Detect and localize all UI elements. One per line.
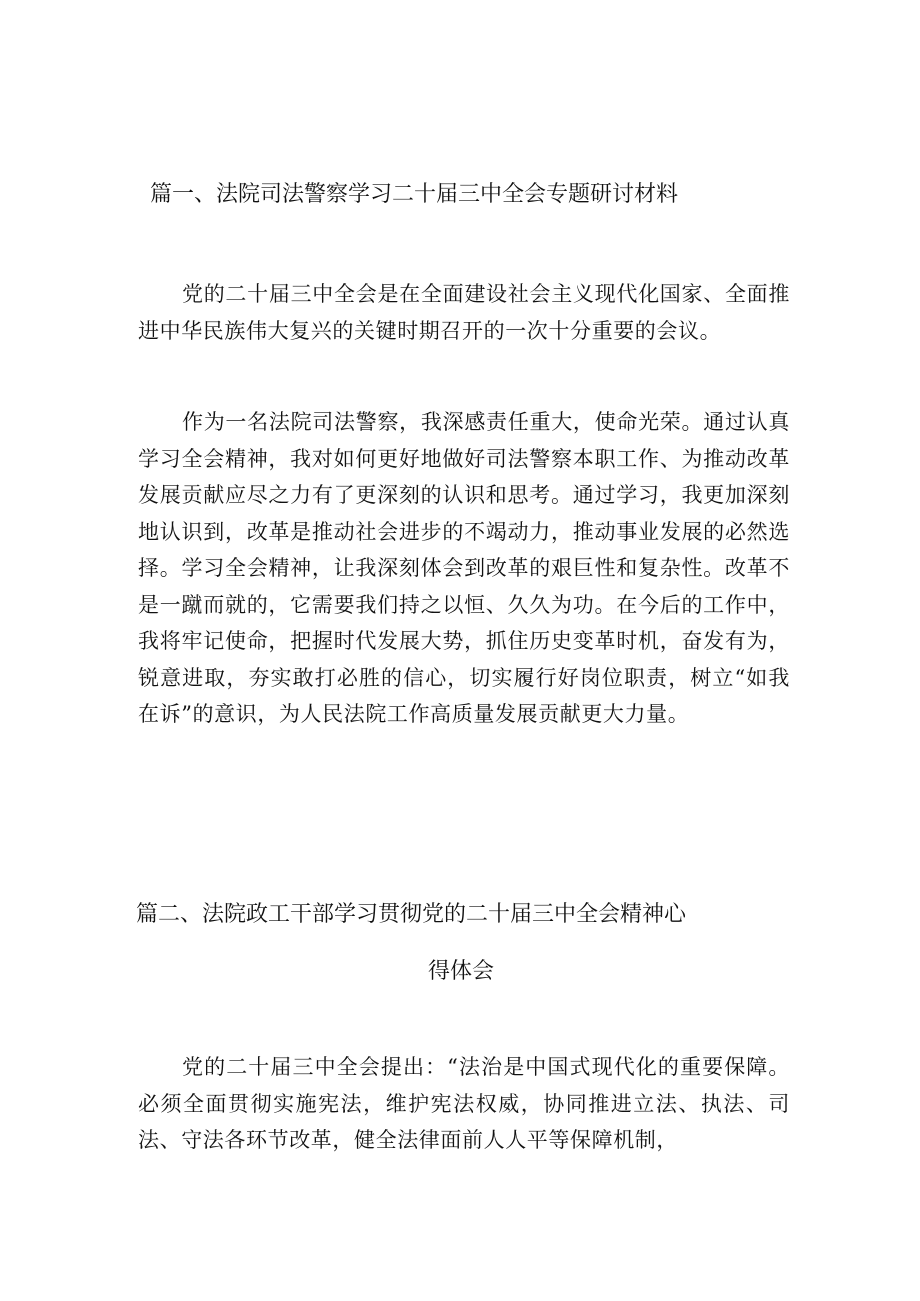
section-2-title-line-1: 篇二、法院政工干部学习贯彻党的二十届三中全会精神心 — [136, 902, 687, 927]
section-2-title-line-2: 得体会 — [428, 959, 495, 984]
section-2-paragraph-1: 党的二十届三中全会提出：“法治是中国式现代化的重要保障。必须全面贯彻实施宪法，维护宪法权威，协同推进立法、执法、司法、守法各环节改革，健全法律面前人人平等保障机制， — [138, 1055, 790, 1152]
section-1-paragraph-2: 作为一名法院司法警察，我深感责任重大，使命光荣。通过认真学习全会精神，我对如何更好地做好司法警察本职工作、为推动改革发展贡献应尽之力有了更深刻的认识和思考。通过学习，我更加深刻地认识到，改革是推动社会进步的不竭动力，推动事业发展的必然选择。学习全会精神，让我深刻体会到改革的艰巨性和复杂性。改革不是一蹴而就的，它需要我们持之以恒、久久为功。在今后的工作中，我将牢记使命，把握时代发展大势，抓住历史变革时机，奋发有为，锐意进取，夯实敢打必胜的信心，切实履行好岗位职责，树立“如我在诉”的意识，为人民法院工作高质量发展贡献更大力量。 — [138, 410, 790, 726]
section-1-title: 篇一、法院司法警察学习二十届三中全会专题研讨材料 — [150, 182, 679, 207]
section-1-paragraph-1: 党的二十届三中全会是在全面建设社会主义现代化国家、全面推进中华民族伟大复兴的关键时期召开的一次十分重要的会议。 — [138, 282, 790, 343]
